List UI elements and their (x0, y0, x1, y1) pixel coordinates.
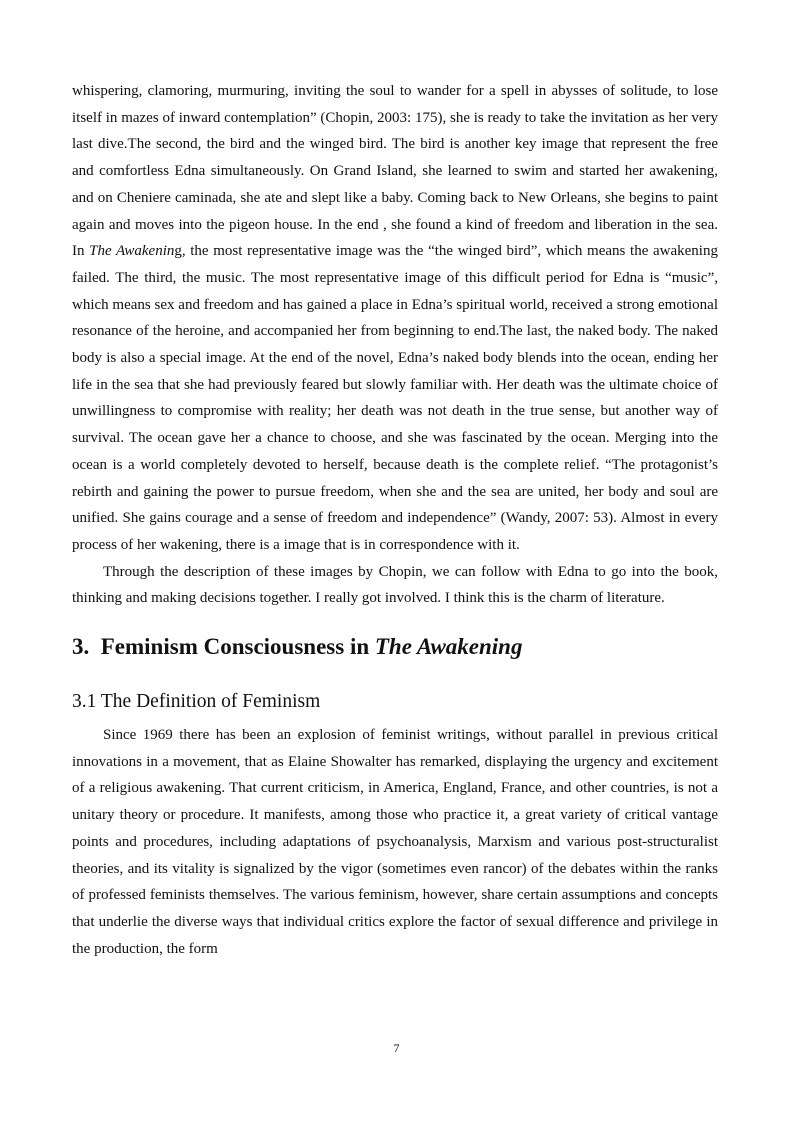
document-page (72, 78, 718, 962)
paragraph-text: g, the most representative image was the “the winged bird”, which means the awakening failed. The third, the music. The most representative image of this difficult period for Edna is “music”, which means sex and freedom and has gained a place in Edna’s spiritual world, received a strong emotional resonance of the heroine, and accompanied her from beginning to end.The last, the naked body. The naked body is also a special image. At the end of the novel, Edna’s naked body blends into the ocean, ending her life in the sea that she had previously feared but slowly familiar with. Her death was the ultimate choice of unwillingness to compromise with reality; her death was not death in the true sense, but another way of survival. The ocean gave her a chance to choose, and she was fascinated by the ocean. Merging into the ocean is a world completely devoted to herself, because death is the complete relief. “The protagonist’s rebirth and gaining the power to pursue freedom, when she and the sea are united, her body and soul are unified. She gains courage and a sense of freedom and independence” (Wandy, 2007: 53). Almost in every process of her wakening, there is a image that is in correspondence with it. (72, 243, 718, 553)
section-heading (72, 612, 718, 682)
section-heading-prefix: 3. Feminism Consciousness in (72, 634, 375, 660)
paragraph-images (72, 78, 718, 559)
paragraph-text: whispering, clamoring, murmuring, inviting the soul to wander for a spell in abysses of solitude, to lose itself in mazes of inward contemplation” (Chopin, 2003: 175), she is ready to take the invitation as her very last dive.The second, the bird and the winged bird. The bird is another key image that represent the free and comfortless Edna simultaneously. On Grand Island, she learned to swim and started her awakening, and on Cheniere caminada, she ate and slept like a baby. Coming back to New Orleans, she begins to paint again and moves into the pigeon house. In the end , she found a kind of freedom and liberation in the sea. In (72, 83, 718, 260)
page-number: 7 (393, 1041, 400, 1055)
book-title-italic: The Awakenin (89, 243, 175, 260)
section-heading-italic: The Awakening (374, 634, 523, 660)
paragraph-conclusion: Through the description of these images by Chopin, we can follow with Edna to go into the book, thinking and making decisions together. I really got involved. I think this is the charm of literature. (72, 563, 718, 607)
paragraph-feminism-definition: Since 1969 there has been an explosion of feminist writings, without parallel in previous critical innovations in a movement, that as Elaine Showalter has remarked, displaying the urgency and excitement of a religious awakening. That current criticism, in America, England, France, and other countries, is not a unitary theory or procedure. It manifests, among those who practice it, a great variety of critical vantage points and procedures, including adaptations of psychoanalysis, Marxism and various post-structuralist theories, and its vitality is signalized by the vigor (sometimes even rancor) of the debates within the ranks of professed feminists themselves. The various feminism, however, share certain assumptions and concepts that underlie the diverse ways that individual critics explore the factor of sexual difference and privilege in the production, the form (72, 727, 718, 957)
subsection-heading: 3.1 The Definition of Feminism (72, 691, 321, 713)
